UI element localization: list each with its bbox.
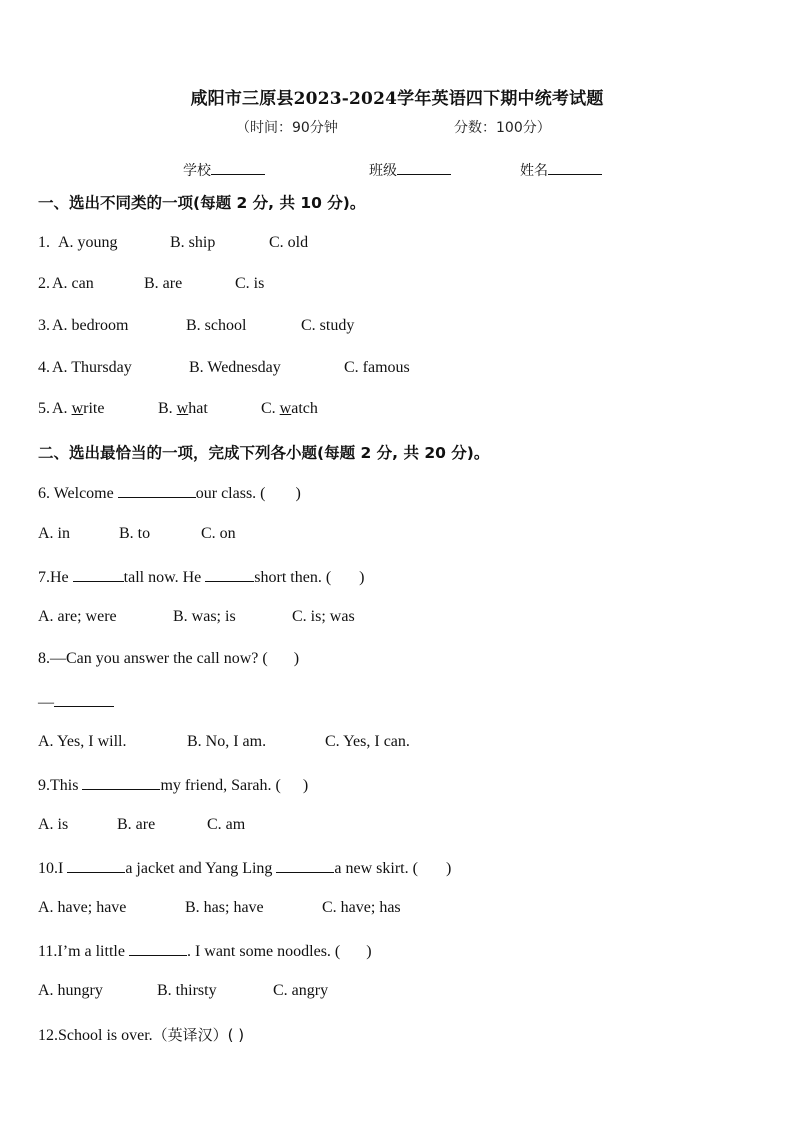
school-field[interactable]	[183, 160, 265, 180]
q5-a-prefix: A.	[52, 400, 72, 417]
q7-option-a[interactable]: A. are; were	[38, 608, 117, 625]
q8-reply-dash: —	[38, 694, 54, 711]
q5-option-b[interactable]	[158, 400, 208, 418]
q4-number: 4.	[38, 359, 50, 376]
q5-option-c[interactable]	[261, 400, 318, 418]
q5-a-rest: rite	[83, 400, 105, 417]
q6-option-a[interactable]: A. in	[38, 525, 70, 542]
q8-paren-close: )	[293, 650, 300, 667]
q10-text-end: a new skirt. (	[334, 860, 418, 877]
question-9-stem	[38, 775, 308, 795]
q5-b-underlined: w	[176, 400, 189, 417]
q5-b-rest: hat	[188, 400, 208, 417]
q1-option-a[interactable]: A. young	[58, 234, 118, 251]
q7-text-start: 7.He	[38, 569, 73, 586]
q11-option-c[interactable]: C. angry	[273, 982, 329, 999]
q2-number: 2.	[38, 275, 50, 292]
q5-c-rest: atch	[291, 400, 318, 417]
name-field[interactable]	[520, 160, 602, 180]
q11-text-start: 11.I’m a little	[38, 943, 129, 960]
q8-option-b[interactable]: B. No, I am.	[187, 733, 267, 750]
q9-blank[interactable]	[82, 775, 160, 790]
class-blank[interactable]	[397, 160, 451, 175]
q9-option-c[interactable]: C. am	[207, 816, 246, 833]
q7-option-c[interactable]: C. is; was	[292, 608, 355, 625]
q11-option-a[interactable]: A. hungry	[38, 982, 103, 999]
exam-title: 咸阳市三原县2023-2024学年英语四下期中统考试题	[190, 89, 604, 109]
question-8-reply	[38, 692, 114, 712]
section2-heading: 二、选出最恰当的一项，完成下列各小题(每题 2 分, 共 20 分)。	[38, 444, 490, 462]
question-5	[38, 400, 758, 418]
name-blank[interactable]	[548, 160, 602, 175]
q3-number: 3.	[38, 317, 50, 334]
question-1	[38, 234, 758, 252]
q3-option-a[interactable]: A. bedroom	[52, 317, 129, 334]
q1-option-b[interactable]: B. ship	[170, 234, 216, 251]
q8-option-c[interactable]: C. Yes, I can.	[325, 733, 410, 750]
q12-instruction[interactable]: （英译汉）( )	[152, 1026, 245, 1044]
q6-text-end: our class. (	[195, 485, 266, 502]
q4-option-a[interactable]: A. Thursday	[52, 359, 132, 376]
time-limit: （时间：90分钟	[236, 120, 338, 136]
q8-option-a[interactable]: A. Yes, I will.	[38, 733, 127, 750]
q7-blank-1[interactable]	[73, 567, 124, 582]
q6-blank[interactable]	[118, 483, 196, 498]
q10-text-start: 10.I	[38, 860, 68, 877]
question-6-stem	[38, 483, 301, 503]
question-7-stem	[38, 567, 364, 587]
q10-option-a[interactable]: A. have; have	[38, 899, 127, 916]
q9-text-start: 9.This	[38, 777, 83, 794]
q7-text-end: short then. (	[254, 569, 332, 586]
question-8-stem	[38, 650, 299, 668]
q5-c-underlined: w	[279, 400, 292, 417]
q10-option-b[interactable]: B. has; have	[185, 899, 264, 916]
school-label: 学校	[183, 163, 211, 179]
q2-option-c[interactable]: C. is	[235, 275, 265, 292]
q3-option-c[interactable]: C. study	[301, 317, 355, 334]
section1-heading: 一、选出不同类的一项(每题 2 分, 共 10 分)。	[38, 194, 366, 212]
q4-option-b[interactable]: B. Wednesday	[189, 359, 281, 376]
q9-option-a[interactable]: A. is	[38, 816, 69, 833]
q4-option-c[interactable]: C. famous	[344, 359, 410, 376]
q10-text-mid: a jacket and Yang Ling	[125, 860, 277, 877]
question-12-stem	[38, 1024, 244, 1045]
name-label: 姓名	[520, 163, 548, 179]
q11-text-end: . I want some noodles. (	[186, 943, 341, 960]
school-blank[interactable]	[211, 160, 265, 175]
q6-option-c[interactable]: C. on	[201, 525, 236, 542]
total-score: 分数：100分）	[454, 120, 551, 136]
q6-text-start: 6. Welcome	[38, 485, 118, 502]
q5-b-prefix: B.	[158, 400, 177, 417]
q5-c-prefix: C.	[261, 400, 280, 417]
q9-paren-close: )	[302, 777, 309, 794]
question-2	[38, 275, 758, 293]
class-label: 班级	[369, 163, 397, 179]
q3-option-b[interactable]: B. school	[186, 317, 247, 334]
q5-a-underlined: w	[71, 400, 84, 417]
q9-option-b[interactable]: B. are	[117, 816, 156, 833]
q1-number: 1.	[38, 234, 50, 251]
question-10-stem	[38, 858, 451, 878]
q10-option-c[interactable]: C. have; has	[322, 899, 401, 916]
q10-paren-close: )	[445, 860, 452, 877]
question-4	[38, 359, 758, 377]
q8-reply-blank[interactable]	[54, 692, 114, 707]
q11-option-b[interactable]: B. thirsty	[157, 982, 217, 999]
q2-option-b[interactable]: B. are	[144, 275, 183, 292]
q5-number: 5.	[38, 400, 50, 417]
q7-paren-close: )	[359, 569, 365, 586]
q6-paren-close: )	[295, 485, 301, 502]
class-field[interactable]	[369, 160, 451, 180]
q7-text-mid: tall now. He	[123, 569, 206, 586]
q10-blank-2[interactable]	[276, 858, 334, 873]
q10-blank-1[interactable]	[67, 858, 125, 873]
q5-option-a[interactable]	[52, 400, 104, 418]
q7-blank-2[interactable]	[205, 567, 254, 582]
q6-option-b[interactable]: B. to	[119, 525, 151, 542]
q11-blank[interactable]	[129, 941, 187, 956]
q9-text-end: my friend, Sarah. (	[160, 777, 281, 794]
question-11-stem	[38, 941, 372, 961]
q1-option-c[interactable]: C. old	[269, 234, 309, 251]
q11-paren-close: )	[366, 943, 372, 960]
question-3	[38, 317, 758, 335]
q12-text: 12.School is over.	[38, 1027, 153, 1044]
q2-option-a[interactable]: A. can	[52, 275, 94, 292]
q8-text: 8.—Can you answer the call now? (	[38, 650, 268, 667]
q7-option-b[interactable]: B. was; is	[173, 608, 236, 625]
